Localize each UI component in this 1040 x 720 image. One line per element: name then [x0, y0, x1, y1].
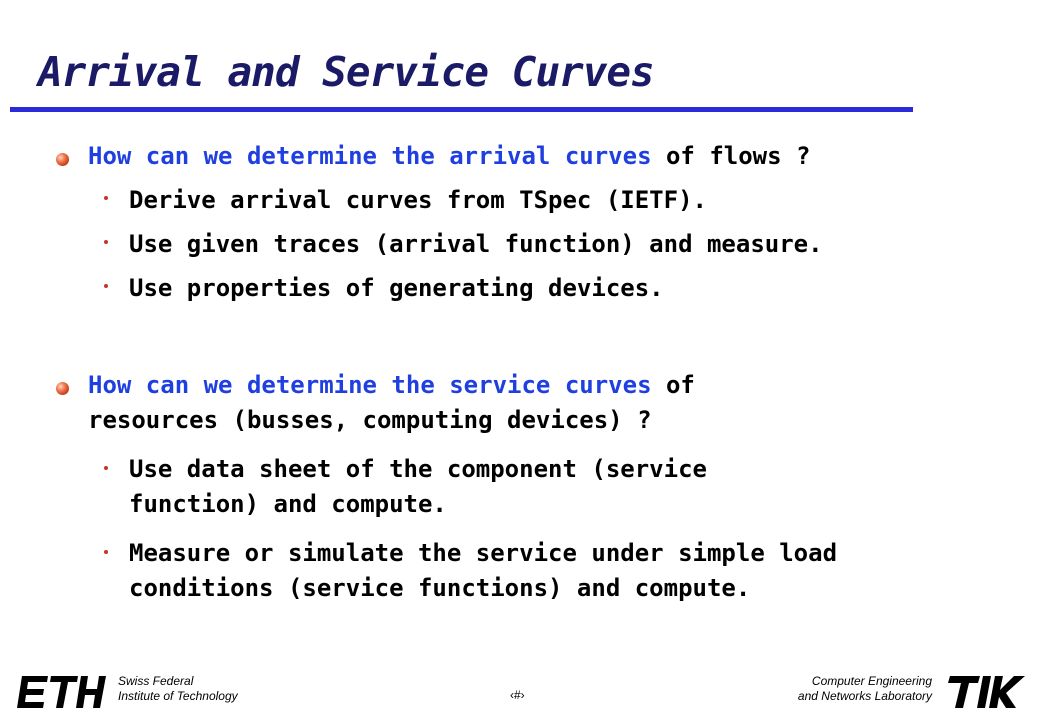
sub-bullet-dot-icon [104, 550, 108, 554]
question-service-suffix: of [651, 371, 695, 399]
bullet-tspec: Derive arrival curves from TSpec (IETF). [129, 186, 707, 214]
footer-networks-lab: and Networks Laboratory [797, 689, 932, 703]
eth-logo [14, 676, 110, 708]
question-service-line2: resources (busses, computing devices) ? [88, 406, 652, 434]
title-underline [10, 107, 913, 112]
question-service-curves [88, 368, 695, 402]
tik-logo [944, 676, 1028, 708]
slide-title: Arrival and Service Curves [38, 48, 654, 96]
bullet-ball-icon [56, 382, 69, 395]
question-arrival-curves [88, 139, 810, 173]
bullet-measure-line2: conditions (service functions) and compute. [129, 574, 751, 602]
question-arrival-prefix: How can we determine the arrival curves [88, 142, 652, 170]
question-service-prefix: How can we determine the service curves [88, 371, 652, 399]
page-number: ‹#› [510, 688, 525, 702]
footer-institute: Institute of Technology [118, 689, 238, 703]
bullet-ball-icon [56, 153, 69, 166]
bullet-datasheet-line1: Use data sheet of the component (service [129, 455, 707, 483]
sub-bullet-dot-icon [104, 240, 108, 244]
sub-bullet-dot-icon [104, 196, 108, 200]
sub-bullet-dot-icon [104, 284, 108, 288]
footer-computer-engineering: Computer Engineering [811, 674, 932, 688]
bullet-devices: Use properties of generating devices. [129, 274, 664, 302]
sub-bullet-dot-icon [104, 466, 108, 470]
bullet-measure-line1: Measure or simulate the service under simple load [129, 539, 838, 567]
bullet-datasheet-line2: function) and compute. [129, 490, 447, 518]
question-arrival-suffix: of flows ? [651, 142, 811, 170]
footer-swiss-federal: Swiss Federal [118, 674, 194, 688]
bullet-traces: Use given traces (arrival function) and measure. [129, 230, 823, 258]
